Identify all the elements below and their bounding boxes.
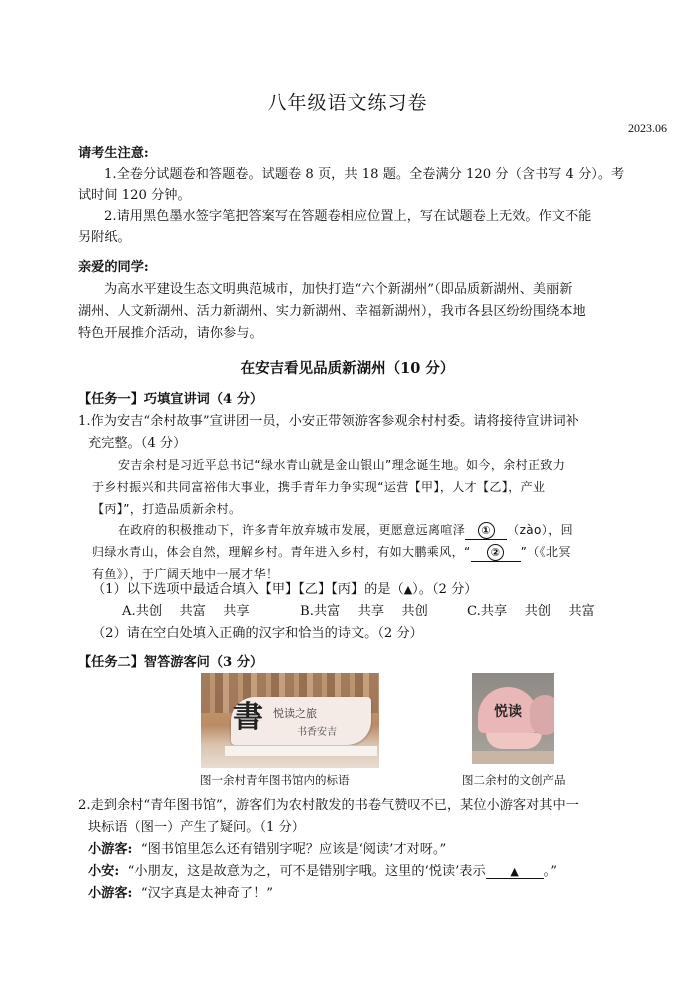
book-calligraphy-icon: 書	[233, 700, 263, 735]
circle-number-2: ②	[487, 544, 504, 561]
notice-item2-line1: 2.请用黑色墨水签字笔把答案写在答题卷相应位置上，写在试题卷上无效。作文不能	[104, 209, 592, 224]
sub-question-2: （2）请在空白处填入正确的汉字和恰当的诗文。（2 分）	[92, 626, 423, 641]
sign-base	[225, 745, 377, 756]
sign-text-2: 书香安吉	[297, 727, 337, 738]
figure2-caption: 图二余村的文创产品	[462, 773, 566, 787]
intro-line1: 为高水平建设生态文明典范城市，加快打造“六个新湖州”（即品质新湖州、美丽新	[104, 282, 573, 297]
figure1-image	[201, 673, 379, 768]
speaker-xiaoan: 小安:	[88, 864, 120, 879]
option-a: A.共创 共富 共享	[122, 604, 250, 619]
passage2-line2-text: 归绿水青山，体会自然，理解乡村。青年进入乡村，有如大鹏乘风，“	[92, 545, 471, 559]
notice-item1-line1: 1.全卷分试题卷和答题卷。试题卷 8 页，共 18 题。全卷满分 120 分（含书写 4 分）。考	[104, 167, 625, 182]
passage2-line2-source: ”（《北冥	[520, 545, 571, 559]
task1-heading: 【任务一】巧填宣讲词（4 分）	[78, 392, 264, 407]
blank-1	[465, 522, 507, 540]
cap-text: 悦读	[494, 704, 522, 720]
dialogue-3	[88, 882, 273, 901]
notice-item2-line2: 另附纸。	[78, 230, 131, 245]
table-surface	[472, 751, 554, 764]
page-title: 八年级语文练习卷	[267, 92, 428, 114]
passage1-line1: 安吉余村是习近平总书记“绿水青山就是金山银山”理念诞生地。如今，余村正致力	[118, 458, 566, 472]
passage2-line3: 有鱼》），于广阔天地中一展才华！	[92, 567, 279, 581]
dialogue-1-text: “图书馆里怎么还有错别字呢？应该是‘阅读’才对呀。”	[140, 842, 447, 857]
passage2-line1	[118, 521, 573, 540]
exam-date: 2023.06	[628, 121, 667, 135]
sub1-points: ）。（2 分）	[412, 582, 478, 597]
passage1-line2: 于乡村振兴和共同富裕伟大事业，携手青年力争实现“运营【甲】，人才【乙】，产业	[92, 480, 546, 494]
option-c: C.共享 共创 共富	[467, 604, 595, 619]
cap-brim	[486, 733, 542, 749]
circle-number-1: ①	[478, 522, 495, 539]
triangle-icon: ▲	[403, 583, 413, 596]
dialogue-1	[88, 838, 446, 857]
speaker-child-2: 小游客:	[88, 886, 133, 901]
sign-text-1: 悦读之旅	[273, 707, 317, 720]
q1-line2: 充完整。（4 分）	[88, 436, 187, 451]
answer-blank	[486, 865, 544, 879]
sub1-text: （1）以下选项中最适合填入【甲】【乙】【丙】的是（	[92, 582, 404, 597]
intro-line3: 特色开展推介活动，请你参与。	[78, 326, 263, 341]
dialogue-2-text: “小朋友，这是故意为之，可不是错别字哦。这里的‘悦读’表示	[127, 864, 486, 879]
q2-line2: 块标语（图一）产生了疑问。（1 分）	[88, 820, 305, 835]
triangle-icon-2: ▲	[510, 865, 519, 878]
dialogue-2	[88, 860, 557, 879]
notice-heading: 请考生注意:	[78, 146, 149, 161]
blank-2	[471, 544, 521, 562]
speaker-child-1: 小游客:	[88, 842, 133, 857]
section-title: 在安吉看见品质新湖州（10 分）	[240, 360, 455, 377]
passage2-line1-text: 在政府的积极推动下，许多青年放弃城市发展，更愿意远离喧泽	[118, 523, 466, 537]
figure2-image	[472, 673, 554, 764]
figure1-caption: 图一余村青年图书馆内的标语	[200, 773, 350, 787]
intro-heading: 亲爱的同学:	[78, 260, 149, 275]
sub-question-1	[92, 578, 478, 597]
dialogue-3-text: “汉字真是太神奇了！”	[140, 886, 273, 901]
option-b: B.共富 共享 共创	[300, 604, 428, 619]
second-cap	[530, 695, 554, 735]
passage2-line2	[92, 543, 571, 562]
dialogue-2-end: 。”	[543, 864, 557, 879]
task2-heading: 【任务二】智答游客问（3 分）	[78, 655, 264, 670]
passage2-line1-pinyin: （zào），回	[507, 523, 573, 537]
q1-line1: 1.作为安吉“余村故事”宣讲团一员，小安正带领游客参观余村村委。请将接待宣讲词补	[78, 414, 579, 429]
intro-line2: 湖州、人文新湖州、活力新湖州、实力新湖州、幸福新湖州），我市各县区纷纷围绕本地	[78, 304, 586, 319]
notice-item1-line2: 试时间 120 分钟。	[78, 188, 191, 203]
q2-line1: 2.走到余村“青年图书馆”，游客们为农村散发的书卷气赞叹不已，某位小游客对其中一	[78, 798, 579, 813]
passage1-line3: 【丙】”，打造品质新余村。	[92, 502, 242, 516]
